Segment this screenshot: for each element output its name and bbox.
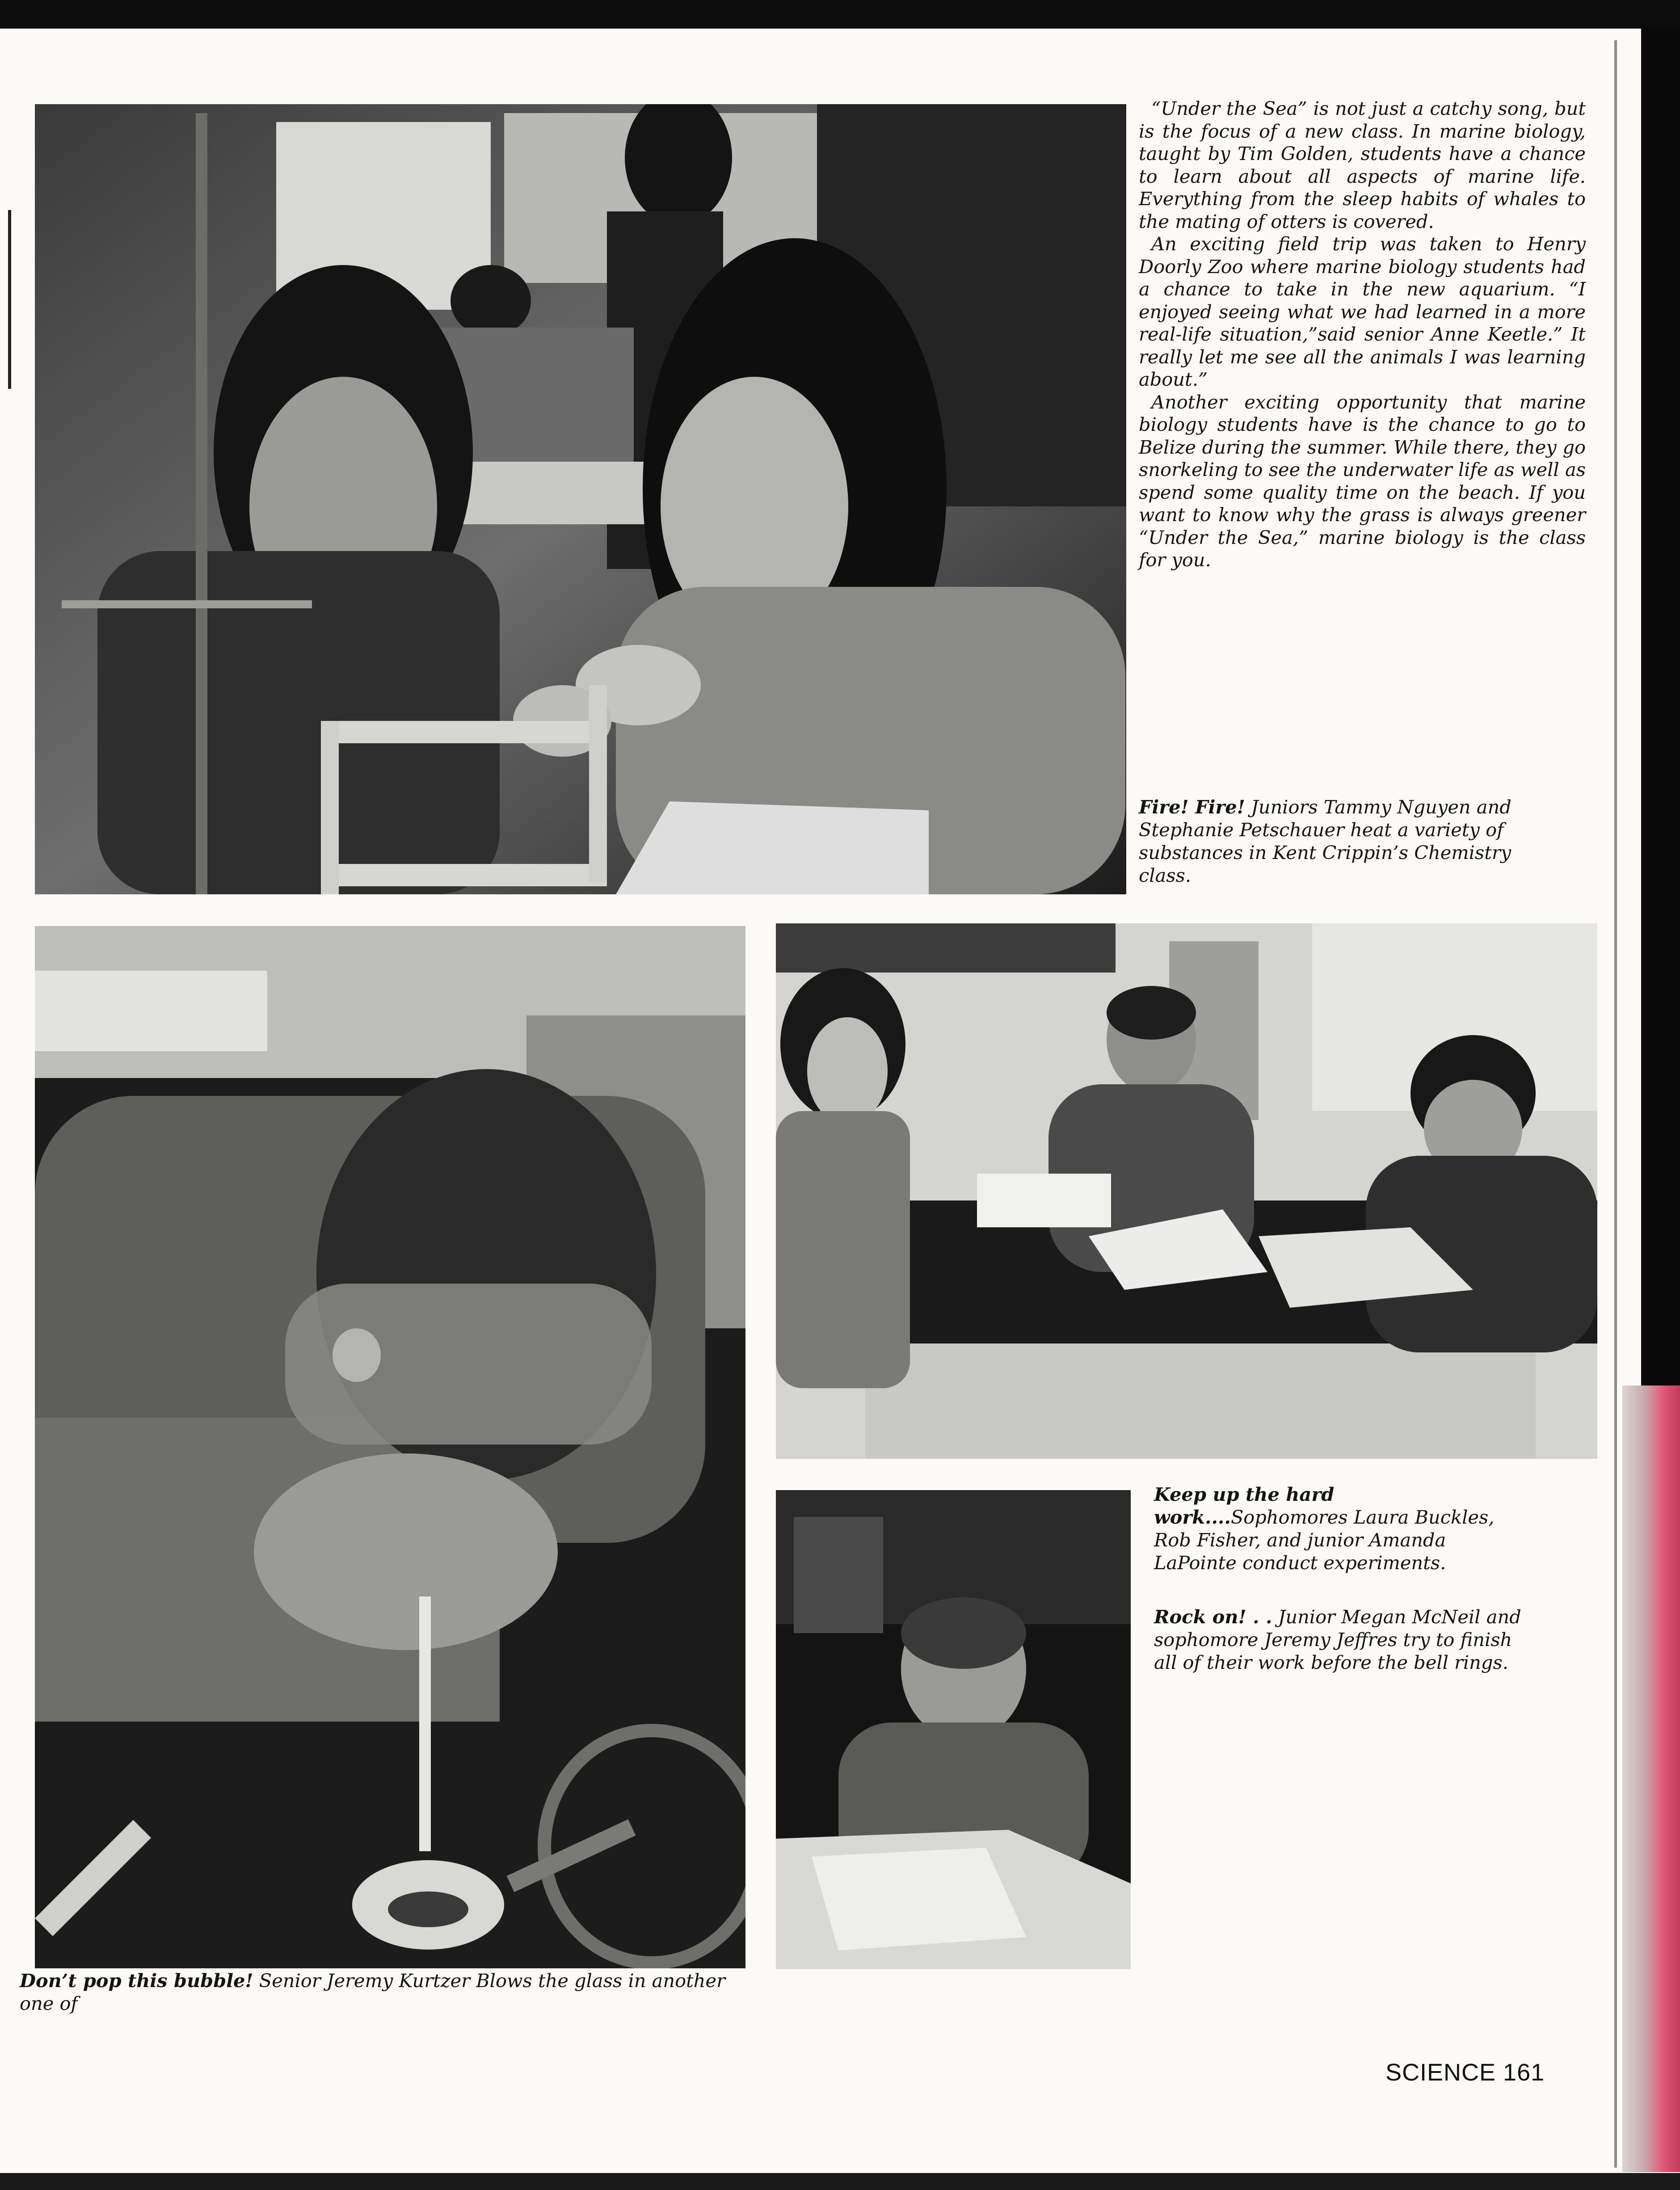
scan-margin-mark: [8, 210, 11, 389]
caption-text: Junior Megan McNeil and sophomore Jeremy Jeffres try to finish all of their work before the bell rings.: [1154, 1606, 1521, 1673]
article-body: [1139, 97, 1586, 572]
page-folio: SCIENCE 161: [1385, 2059, 1545, 2086]
article-paragraph: An exciting field trip was taken to Henry Doorly Zoo where marine biology students had a chance to take in the new aquarium. “I enjoyed seeing what we had learned in a more real-life situation,”said senior Anne Keetle.” It really let me see all the animals I was learning about.”: [1139, 233, 1586, 390]
page-edge-tint: [1622, 1386, 1680, 2172]
caption-lead: Fire! Fire!: [1139, 796, 1245, 818]
caption-bubble: [20, 1969, 753, 2015]
chemistry-lab-photo: [35, 104, 1126, 894]
caption-keep: [1154, 1483, 1525, 1574]
caption-text: Sophomores Laura Buckles, Rob Fisher, and junior Amanda LaPointe conduct experiments.: [1154, 1506, 1495, 1574]
scan-edge-bottom: [0, 2173, 1680, 2190]
caption-fire: [1139, 796, 1523, 887]
student-working-photo: [776, 1490, 1131, 1969]
scan-edge-right: [1641, 27, 1680, 1394]
group-experiment-photo: [776, 923, 1597, 1459]
caption-text: Juniors Tammy Nguyen and Stephanie Petschauer heat a variety of substances in Kent Crippin’s Chemistry class.: [1139, 796, 1512, 886]
caption-lead: Keep up the hard work....: [1154, 1483, 1335, 1528]
caption-lead: Don’t pop this bubble!: [20, 1970, 253, 1992]
article-paragraph: “Under the Sea” is not just a catchy song, but is the focus of a new class. In marine biology, taught by Tim Golden, students have a chance to learn about all aspects of marine life. Everything from the sleep habits of whales to the mating of otters is covered.: [1139, 97, 1586, 232]
caption-lead: Rock on! . .: [1154, 1606, 1272, 1628]
caption-rock: [1154, 1605, 1525, 1674]
scan-edge-top: [0, 0, 1680, 29]
caption-text: Senior Jeremy Kurtzer Blows the glass in another one of: [20, 1970, 725, 2014]
page-spine-line: [1614, 40, 1617, 2168]
glassblowing-photo: [35, 926, 745, 1968]
article-paragraph: Another exciting opportunity that marine biology students have is the chance to go to Belize during the summer. While there, they go snorkeling to see the underwater life as well as spend some quality time on the beach. If you want to know why the grass is always greener “Under the Sea,” marine biology is the class for you.: [1139, 391, 1586, 571]
